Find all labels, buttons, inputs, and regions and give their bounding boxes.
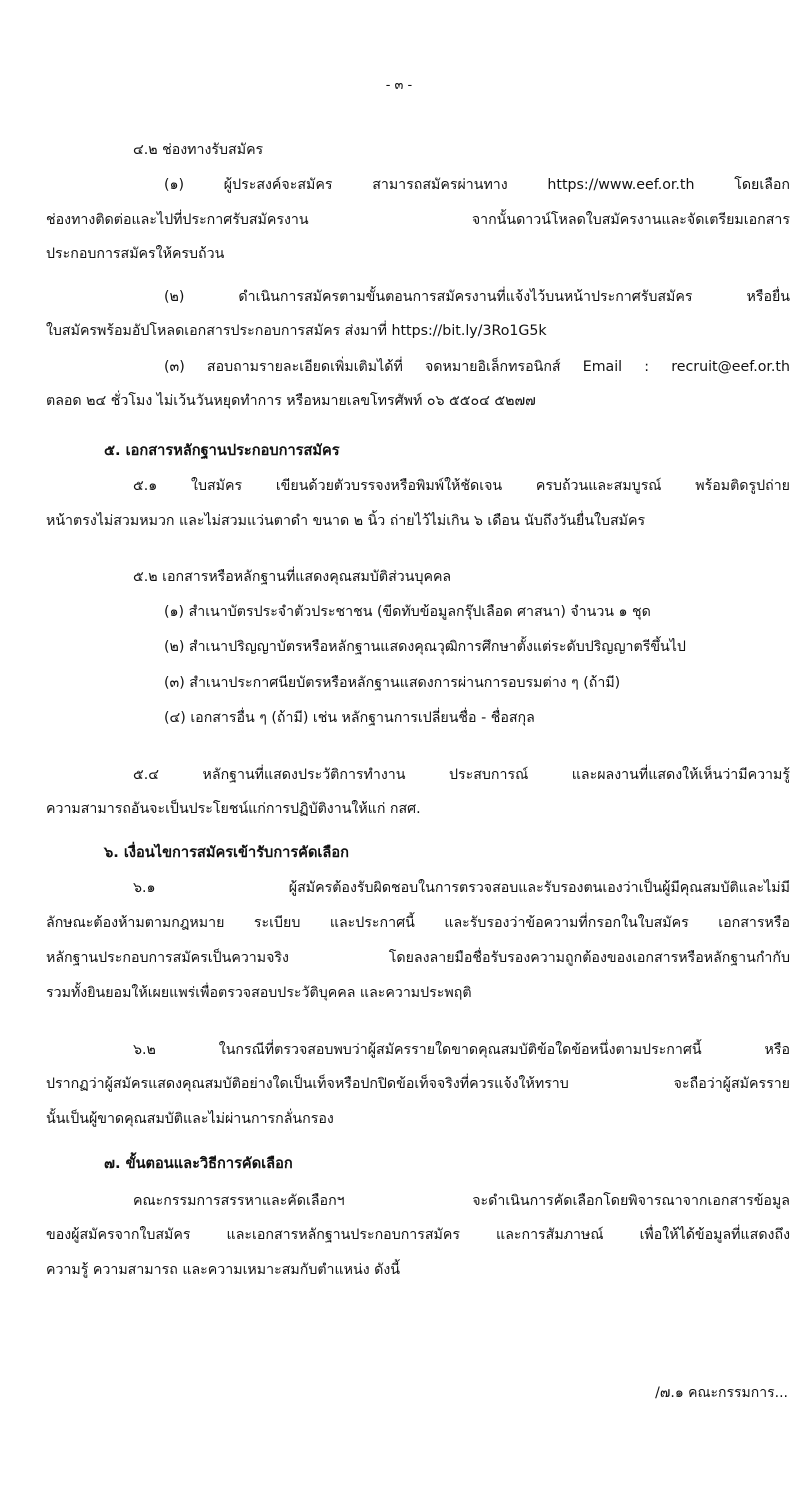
heading-5: ๕. เอกสารหลักฐานประกอบการสมัคร [104, 442, 340, 459]
item-4-2-1-line1: (๑) ผู้ประสงค์จะสมัคร สามารถสมัครผ่านทาง https://www.eef.or.th โดยเลือก [164, 177, 790, 193]
list-item-5-2-1: (๑) สำเนาบัตรประจำตัวประชาชน (ขีดทับข้อมูลกรุ๊ปเลือด ศาสนา) จำนวน ๑ ชุด [164, 604, 651, 620]
item-4-2-1-line2: ช่องทางติดต่อและไปที่ประกาศรับสมัครงาน จากนั้นดาวน์โหลดใบสมัครงานและจัดเตรียมเอกสาร [46, 212, 790, 228]
para-7-line2: ของผู้สมัครจากใบสมัคร และเอกสารหลักฐานประกอบการสมัคร และการสัมภาษณ์ เพื่อให้ได้ข้อมูลที่แสดงถึง [46, 1227, 790, 1243]
para-6-1-line2: ลักษณะต้องห้ามตามกฎหมาย ระเบียบ และประกาศนี้ และรับรองว่าข้อความที่กรอกในใบสมัคร เอกสารหรือ [46, 915, 790, 931]
heading-7: ๗. ขั้นตอนและวิธีการคัดเลือก [104, 1155, 293, 1172]
para-6-2-line3: นั้นเป็นผู้ขาดคุณสมบัติและไม่ผ่านการกลั่นกรอง [46, 1111, 334, 1127]
para-7-line1: คณะกรรมการสรรหาและคัดเลือกฯ จะดำเนินการคัดเลือกโดยพิจารณาจากเอกสารข้อมูล [133, 1193, 790, 1209]
para-6-2-line1: ๖.๒ ในกรณีที่ตรวจสอบพบว่าผู้สมัครรายใดขาดคุณสมบัติข้อใดข้อหนึ่งตามประกาศนี้ หรือ [133, 1042, 790, 1058]
item-4-2-2-line2: ใบสมัครพร้อมอัปโหลดเอกสารประกอบการสมัคร ส่งมาที่ https://bit.ly/3Ro1G5k [46, 323, 547, 339]
para-5-4-line1: ๕.๔ หลักฐานที่แสดงประวัติการทำงาน ประสบการณ์ และผลงานที่แสดงให้เห็นว่ามีความรู้ [133, 767, 790, 783]
list-item-5-2-3: (๓) สำเนาประกาศนียบัตรหรือหลักฐานแสดงการผ่านการอบรมต่าง ๆ (ถ้ามี) [164, 675, 621, 691]
page-number: - ๓ - [385, 78, 413, 93]
item-4-2-3-line1: (๓) สอบถามรายละเอียดเพิ่มเติมได้ที่ จดหมายอิเล็กทรอนิกส์ Email : recruit@eef.or.th [164, 359, 790, 375]
subheading-4-2: ๔.๒ ช่องทางรับสมัคร [133, 142, 264, 158]
para-6-2-line2: ปรากฏว่าผู้สมัครแสดงคุณสมบัติอย่างใดเป็นเท็จหรือปกปิดข้อเท็จจริงที่ควรแจ้งให้ทราบ จะถือว่าผู้สมัครราย [46, 1076, 790, 1092]
item-4-2-1-line3: ประกอบการสมัครให้ครบถ้วน [46, 246, 225, 262]
continuation-note: /๗.๑ คณะกรรมการ... [655, 1385, 788, 1401]
heading-6: ๖. เงื่อนไขการสมัครเข้ารับการคัดเลือก [104, 844, 349, 861]
para-6-1-line4: รวมทั้งยินยอมให้เผยแพร่เพื่อตรวจสอบประวัติบุคคล และความประพฤติ [46, 985, 472, 1001]
para-5-1-line1: ๕.๑ ใบสมัคร เขียนด้วยตัวบรรจงหรือพิมพ์ให้ชัดเจน ครบถ้วนและสมบูรณ์ พร้อมติดรูปถ่าย [133, 478, 790, 494]
para-6-1-line3: หลักฐานประกอบการสมัครเป็นความจริง โดยลงลายมือชื่อรับรองความถูกต้องของเอกสารหรือหลักฐานกำกับ [46, 950, 790, 966]
para-7-line3: ความรู้ ความสามารถ และความเหมาะสมกับตำแหน่ง ดังนี้ [46, 1262, 400, 1278]
para-5-2-heading: ๕.๒ เอกสารหรือหลักฐานที่แสดงคุณสมบัติส่วนบุคคล [133, 569, 452, 585]
item-4-2-2-line1: (๒) ดำเนินการสมัครตามขั้นตอนการสมัครงานที่แจ้งไว้บนหน้าประกาศรับสมัคร หรือยื่น [164, 289, 790, 305]
item-4-2-3-line2: ตลอด ๒๔ ชั่วโมง ไม่เว้นวันหยุดทำการ หรือหมายเลขโทรศัพท์ ๐๖ ๕๕๐๔ ๕๒๗๗ [46, 393, 536, 409]
list-item-5-2-4: (๔) เอกสารอื่น ๆ (ถ้ามี) เช่น หลักฐานการเปลี่ยนชื่อ - ชื่อสกุล [164, 710, 535, 726]
list-item-5-2-2: (๒) สำเนาปริญญาบัตรหรือหลักฐานแสดงคุณวุฒิการศึกษาตั้งแต่ระดับปริญญาตรีขึ้นไป [164, 639, 686, 655]
para-6-1-line1: ๖.๑ ผู้สมัครต้องรับผิดชอบในการตรวจสอบและรับรองตนเองว่าเป็นผู้มีคุณสมบัติและไม่มี [133, 880, 790, 896]
para-5-1-line2: หน้าตรงไม่สวมหมวก และไม่สวมแว่นตาดำ ขนาด ๒ นิ้ว ถ่ายไว้ไม่เกิน ๖ เดือน นับถึงวันยื่นใบสมัคร [46, 513, 646, 529]
para-5-4-line2: ความสามารถอันจะเป็นประโยชน์แก่การปฏิบัติงานให้แก่ กสศ. [46, 801, 421, 817]
